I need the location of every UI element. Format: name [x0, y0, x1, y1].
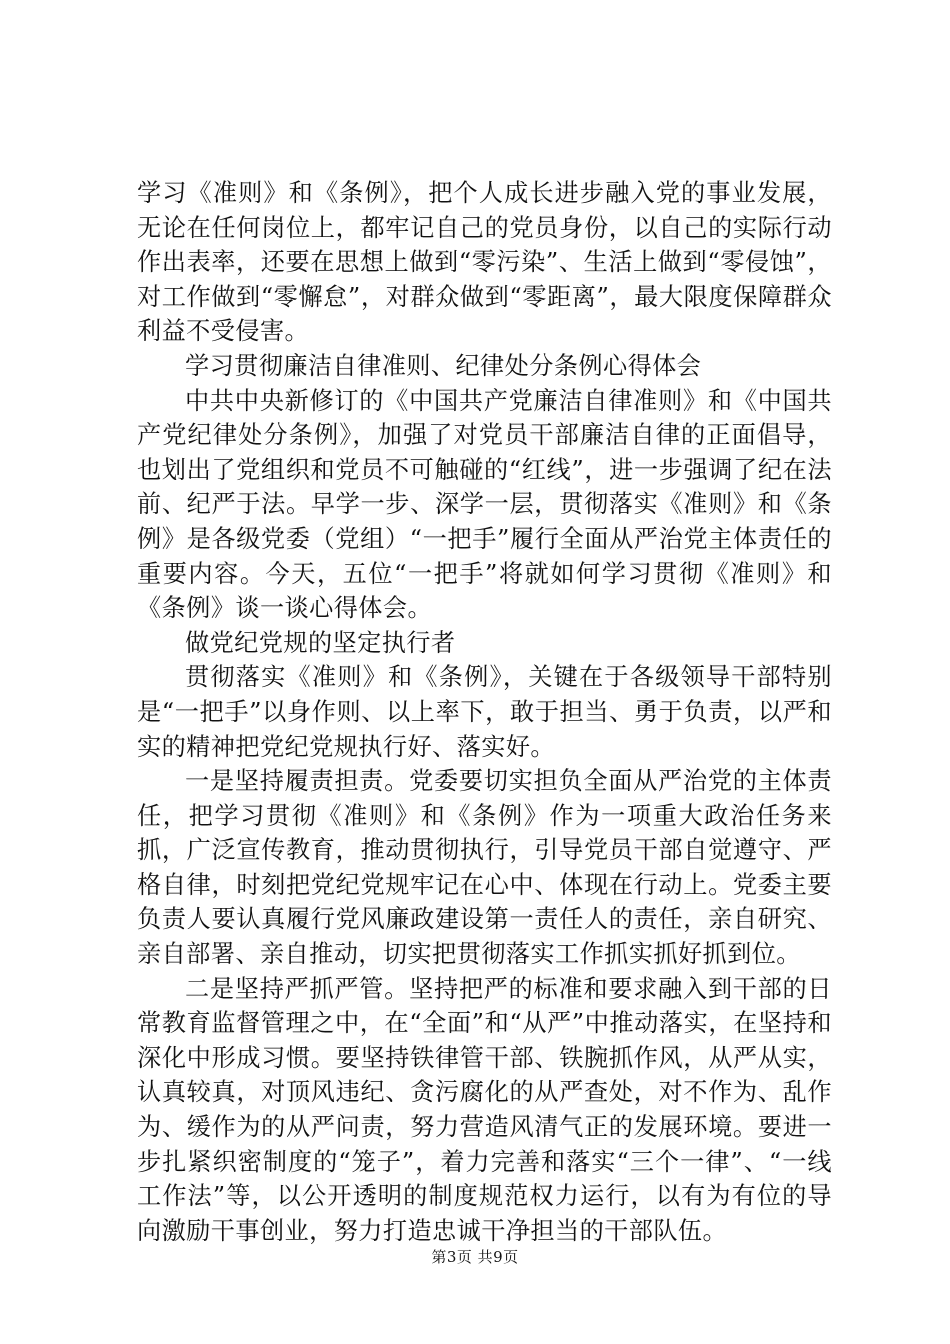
section-heading-study: 学习贯彻廉洁自律准则、纪律处分条例心得体会: [185, 351, 702, 380]
paragraph-4: 一是坚持履责担责。党委要切实担负全面从严治党的主体责任，把学习贯彻《准则》和《条例》作为一项重大政治任务来抓，广泛宣传教育，推动贯彻执行，引导党员干部自觉遵守、严格自律，时刻把党纪党规牢记在心中、体现在行动上。党委主要负责人要认真履行党风廉政建设第一责任人的责任，亲自研究、亲自部署、亲自推动，切实把贯彻落实工作抓实抓好抓到位。: [137, 767, 832, 969]
paragraph-2: 中共中央新修订的《中国共产党廉洁自律准则》和《中国共产党纪律处分条例》，加强了对党员干部廉洁自律的正面倡导，也划出了党组织和党员不可触碰的“红线”，进一步强调了纪在法前、纪严于法。早学一步、深学一层，贯彻落实《准则》和《条例》是各级党委（党组）“一把手”履行全面从严治党主体责任的重要内容。今天，五位“一把手”将就如何学习贯彻《准则》和《条例》谈一谈心得体会。: [137, 386, 832, 623]
paragraph-3: 贯彻落实《准则》和《条例》，关键在于各级领导干部特别是“一把手”以身作则、以上率下，敢于担当、勇于负责，以严和实的精神把党纪党规执行好、落实好。: [137, 663, 832, 761]
section-heading-executor: 做党纪党规的坚定执行者: [185, 628, 456, 657]
document-body: [137, 176, 832, 1248]
paragraph-1: 学习《准则》和《条例》，把个人成长进步融入党的事业发展，无论在任何岗位上，都牢记自己的党员身份，以自己的实际行动作出表率，还要在思想上做到“零污染”、生活上做到“零侵蚀”，对工作做到“零懈怠”，对群众做到“零距离”，最大限度保障群众利益不受侵害。: [137, 179, 832, 346]
paragraph-5: 二是坚持严抓严管。坚持把严的标准和要求融入到干部的日常教育监督管理之中，在“全面”和“从严”中推动落实，在坚持和深化中形成习惯。要坚持铁律管干部、铁腕抓作风，从严从实，认真较真，对顶风违纪、贪污腐化的从严查处，对不作为、乱作为、缓作为的从严问责，努力营造风清气正的发展环境。要进一步扎紧织密制度的“笼子”，着力完善和落实“三个一律”、“一线工作法”等，以公开透明的制度规范权力运行，以有为有位的导向激励干事创业，努力打造忠诚干净担当的干部队伍。: [137, 974, 832, 1245]
page-number-footer: 第3页 共9页: [431, 1248, 519, 1266]
